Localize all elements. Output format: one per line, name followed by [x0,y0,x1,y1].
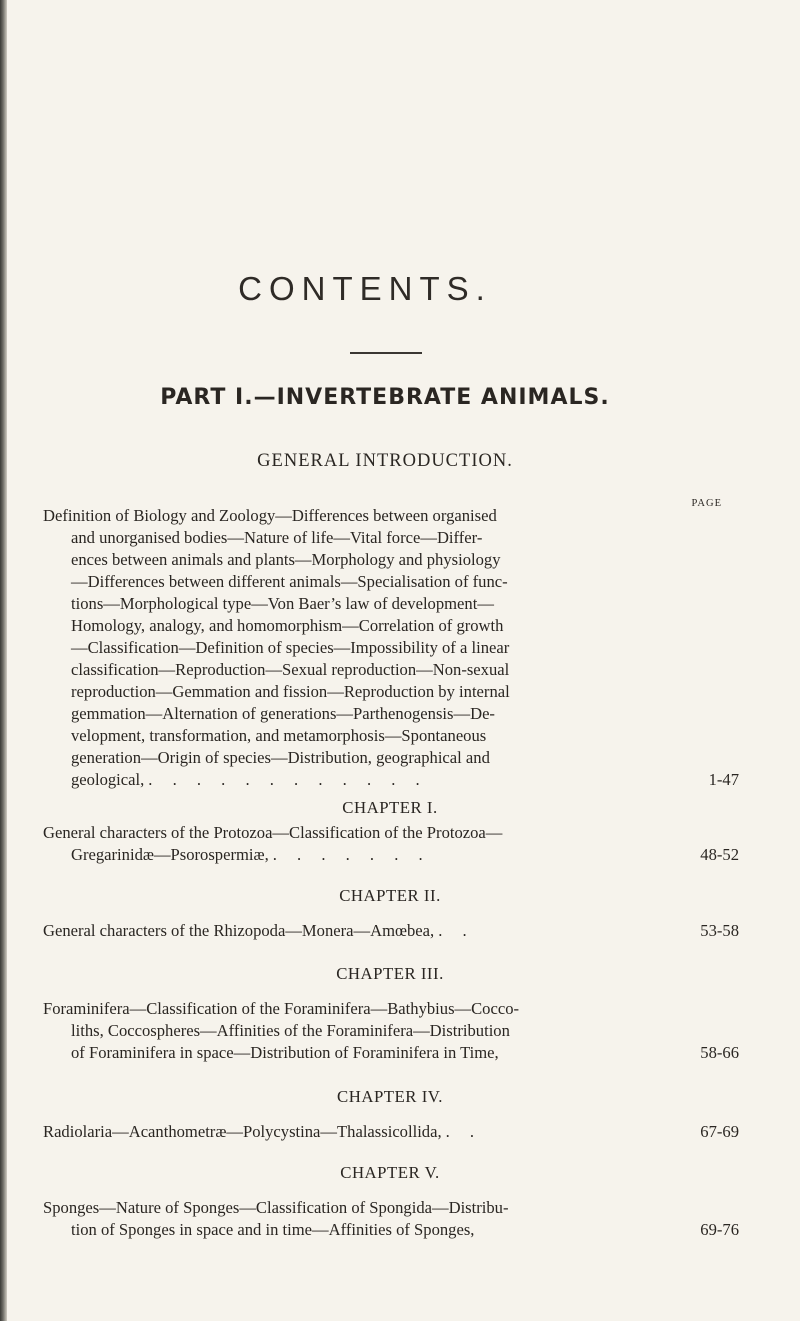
chapter-entry [43,1197,739,1241]
entry-line: Gregarinidæ—Psorospermiæ, [71,845,269,864]
chapter-heading: CHAPTER II. [339,886,441,905]
entry-line: liths, Coccospheres—Affinities of the Foraminifera—Distribution [71,1021,510,1040]
chapter-heading: CHAPTER V. [340,1163,440,1182]
chapter-entry [43,998,739,1064]
entry-line: Radiolaria—Acanthometræ—Polycystina—Thalassicollida, [43,1122,442,1141]
entry-last-line [43,1219,739,1241]
entry-line: geological, [71,770,145,789]
part-title: PART I.—INVERTEBRATE ANIMALS. [160,385,610,410]
entry-last-line [43,1121,739,1143]
entry-line: General characters of the Rhizopoda—Monera—Amœbea, [43,921,435,940]
page-range: 53-58 [700,921,739,940]
dot-leader: . . [445,1122,483,1141]
entry-last-line [43,844,739,866]
entry-line: Definition of Biology and Zoology—Differences between organised [43,506,497,525]
page-range: 58-66 [700,1043,739,1062]
chapter-entry [43,1121,739,1143]
chapter-entry [43,920,739,942]
entry-line: Homology, analogy, and homomorphism—Correlation of growth [71,616,504,635]
entry-line: tion of Sponges in space and in time—Affinities of Sponges, [71,1220,475,1239]
entry-line: classification—Reproduction—Sexual reproduction—Non-sexual [71,660,510,679]
page-range: 69-76 [700,1220,739,1239]
intro-entry [43,505,739,791]
dot-leader: . . . . . . . . . . . . [148,770,428,789]
chapter-heading: CHAPTER I. [342,798,438,817]
entry-line: tions—Morphological type—Von Baer’s law of development— [71,594,494,613]
entry-last-line [43,769,739,791]
entry-line: ences between animals and plants—Morphology and physiology [71,550,501,569]
page-range: 67-69 [700,1122,739,1141]
entry-line: Foraminifera—Classification of the Foraminifera—Bathybius—Cocco- [43,999,520,1018]
dot-leader: . . . . . . . [272,845,431,864]
title-rule [350,352,422,354]
entry-line: and unorganised bodies—Nature of life—Vital force—Differ- [71,528,483,547]
entry-line: gemmation—Alternation of generations—Parthenogensis—De- [71,704,495,723]
entry-line: of Foraminifera in space—Distribution of Foraminifera in Time, [71,1043,499,1062]
chapter-heading: CHAPTER III. [336,964,444,983]
page-column-label: PAGE [691,498,722,509]
entry-line: —Differences between different animals—Specialisation of func- [71,572,508,591]
page-range: 48-52 [700,845,739,864]
entry-line: reproduction—Gemmation and fission—Reproduction by internal [71,682,510,701]
entry-last-line [43,920,739,942]
entry-line: generation—Origin of species—Distribution, geographical and [71,748,490,767]
dot-leader: . . [438,921,475,940]
section-title: GENERAL INTRODUCTION. [257,451,513,471]
page-title: CONTENTS. [238,270,492,307]
entry-line: Sponges—Nature of Sponges—Classification of Spongida—Distribu- [43,1198,509,1217]
entry-line: —Classification—Definition of species—Impossibility of a linear [71,638,510,657]
entry-line: General characters of the Protozoa—Classification of the Protozoa— [43,823,503,842]
entry-line: velopment, transformation, and metamorphosis—Spontaneous [71,726,487,745]
chapter-entry [43,822,739,866]
entry-last-line [43,1042,739,1064]
chapter-heading: CHAPTER IV. [337,1087,443,1106]
page-range: 1-47 [708,770,739,789]
